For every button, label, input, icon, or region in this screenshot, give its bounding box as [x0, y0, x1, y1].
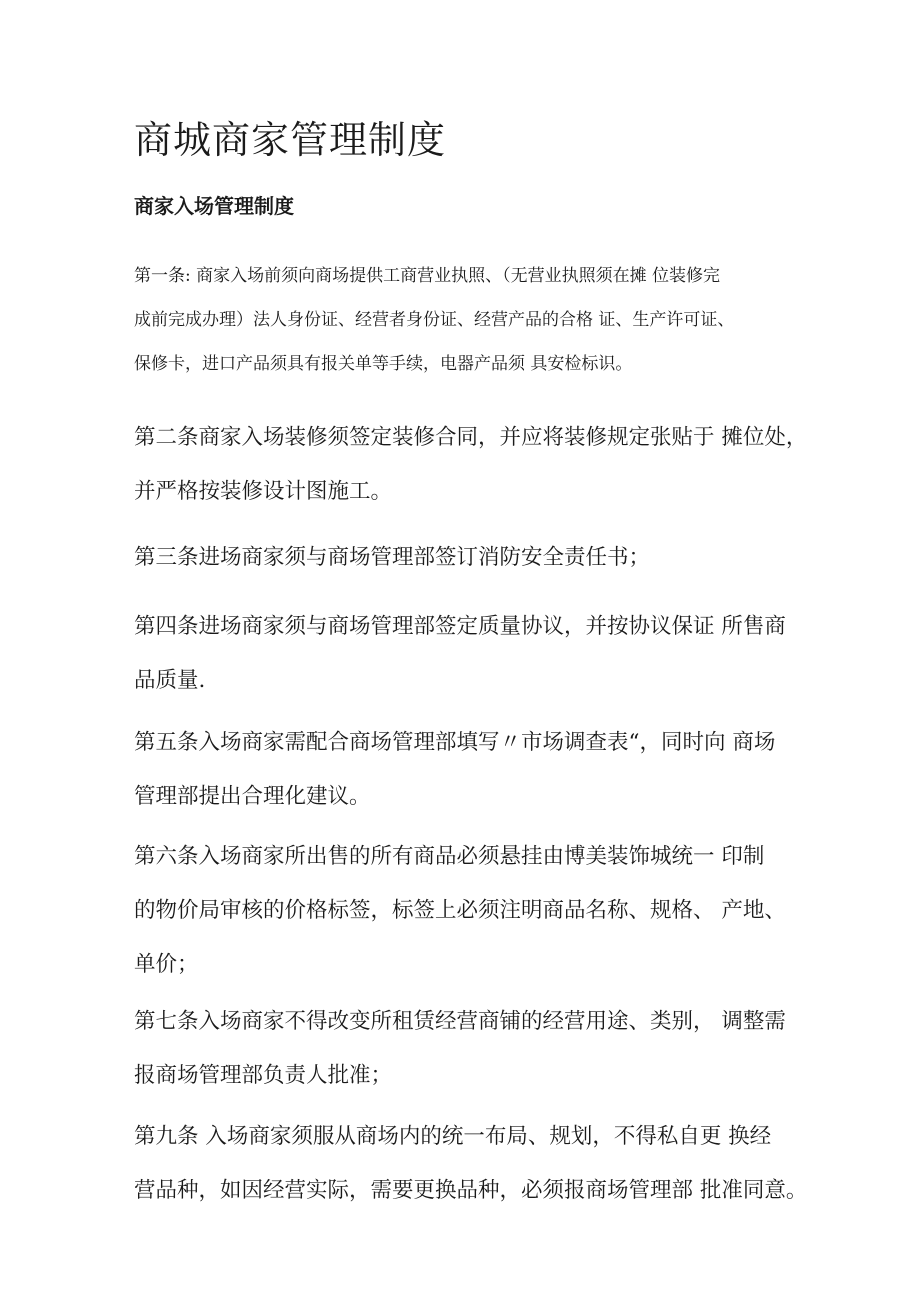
article-line: 报商场管理部负责人批准； [134, 1063, 393, 1088]
article-line: 第六条入场商家所出售的所有商品必须悬挂由博美装饰城统一 印制 [134, 844, 765, 869]
article-line: 品质量. [134, 668, 206, 693]
article-line: 第五条入场商家需配合商场管理部填写〃市场调查表“，同时向 商场 [134, 730, 776, 755]
article-3 [134, 531, 814, 585]
article-6 [134, 830, 814, 992]
document-title: 商城商家管理制度 [134, 118, 447, 162]
article-7 [134, 995, 814, 1103]
article-4 [134, 600, 814, 708]
article-9 [134, 1110, 814, 1218]
article-2 [134, 411, 814, 519]
article-line: 保修卡，进口产品须具有报关单等手续，电器产品须 具安检标识。 [134, 354, 633, 374]
article-line: 单价； [134, 952, 199, 977]
article-line: 成前完成办理）法人身份证、经营者身份证、经营产品的合格 证、生产许可证、 [134, 310, 735, 330]
article-line: 第九条 入场商家须服从商场内的统一布局、规划，不得私自更 换经 [134, 1124, 772, 1149]
article-line: 的物价局审核的价格标签，标签上必须注明商品名称、规格、 产地、 [134, 898, 786, 923]
article-line: 第一条: 商家入场前须向商场提供工商营业执照、（无营业执照须在摊 位装修完 [134, 266, 721, 286]
article-line: 并严格按装修设计图施工。 [134, 479, 393, 504]
article-5 [134, 716, 814, 824]
article-line: 第四条进场商家须与商场管理部签定质量协议，并按协议保证 所售商 [134, 614, 786, 639]
document-subtitle: 商家入场管理制度 [134, 194, 294, 218]
article-1 [134, 254, 814, 386]
article-line: 第三条进场商家须与商场管理部签订消防安全责任书； [134, 545, 651, 570]
article-line: 管理部提出合理化建议。 [134, 784, 371, 809]
article-line: 营品种，如因经营实际，需要更换品种，必须报商场管理部 批准同意。 [134, 1178, 808, 1203]
article-line: 第二条商家入场装修须签定装修合同，并应将装修规定张贴于 摊位处， [134, 425, 808, 450]
article-line: 第七条入场商家不得改变所租赁经营商铺的经营用途、类别， 调整需 [134, 1009, 786, 1034]
